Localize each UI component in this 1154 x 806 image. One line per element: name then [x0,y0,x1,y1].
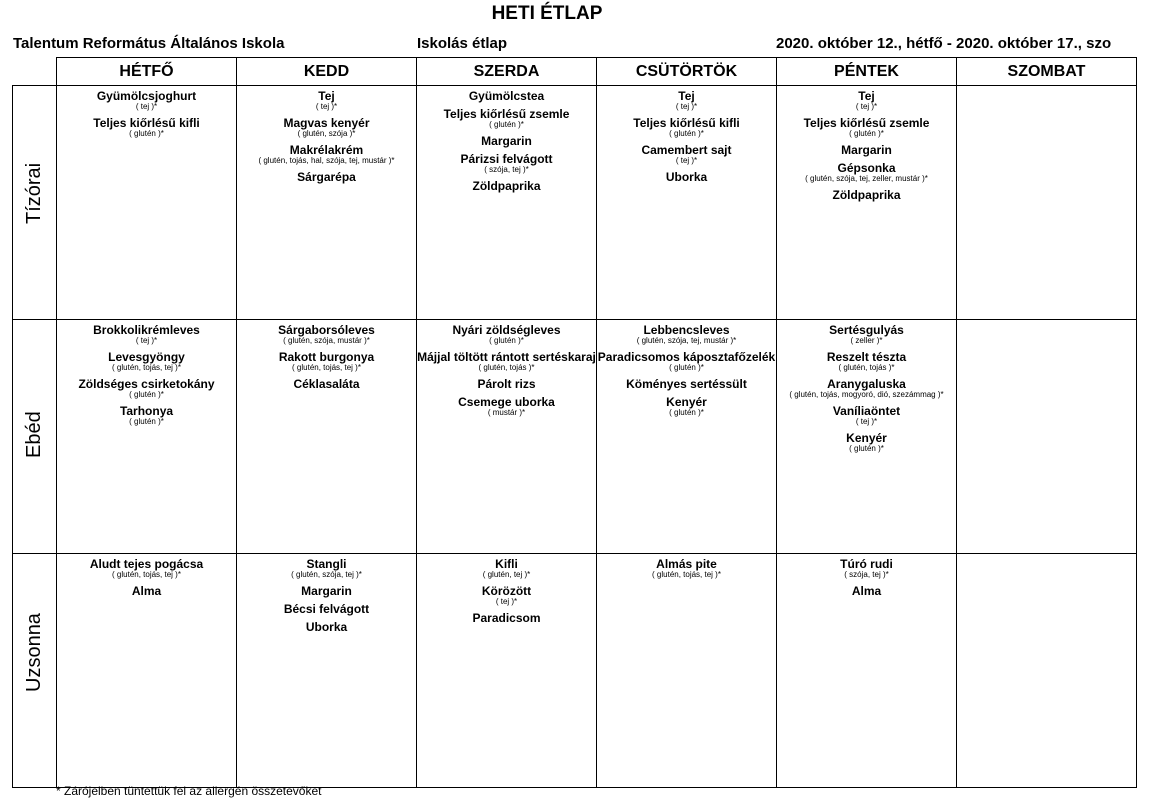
menu-item [597,558,776,579]
dish-name: Gépsonka [837,161,896,175]
dish-name: Sertésgulyás [829,323,904,337]
menu-item [417,153,596,174]
allergen-info: ( glutén, tojás, tej )* [112,363,181,372]
allergen-info: ( glutén )* [849,129,884,138]
dish-name: Teljes kiőrlésű kifli [93,116,200,130]
allergen-info: ( glutén )* [129,129,164,138]
allergen-info: ( glutén, tojás )* [838,363,895,372]
menu-cell-monday [57,86,237,320]
dish-name: Csemege uborka [458,395,555,409]
day-header-saturday: SZOMBAT [957,58,1137,86]
allergen-info: ( glutén, szója, mustár )* [283,336,370,345]
dish-name: Brokkolikrémleves [93,323,200,337]
menu-cell-saturday [957,320,1137,554]
menu-cell-friday [777,320,957,554]
menu-item [57,558,236,579]
menu-item [777,432,956,453]
dish-name: Gyümölcstea [468,89,545,103]
menu-item [237,171,416,183]
allergen-info: ( glutén )* [489,120,524,129]
dish-name: Köményes sertéssült [626,377,747,391]
dish-name: Aludt tejes pogácsa [89,557,204,571]
allergen-info: ( glutén, tojás, tej )* [292,363,361,372]
menu-item [777,378,956,399]
allergen-info: ( tej )* [855,417,878,426]
allergen-info: ( tej )* [675,156,698,165]
menu-item [417,558,596,579]
allergen-info: ( glutén )* [669,408,704,417]
menu-item [237,621,416,633]
menu-item [777,405,956,426]
allergen-info: ( tej )* [855,102,878,111]
dish-name: Uborka [665,170,708,184]
menu-item [597,144,776,165]
allergen-info: ( tej )* [135,336,158,345]
menu-item [417,90,596,102]
dish-name: Kifli [495,557,518,571]
dish-name: Zöldséges csirketokány [78,377,215,391]
dish-name: Almás pite [656,557,717,571]
allergen-info: ( mustár )* [487,408,526,417]
menu-item [777,351,956,372]
allergen-info: ( glutén, szója )* [297,129,356,138]
dish-name: Tej [858,89,875,103]
menu-item [237,558,416,579]
allergen-info: ( glutén, tej )* [482,570,531,579]
day-header-tuesday: KEDD [237,58,417,86]
dish-name: Párolt rizs [477,377,536,391]
dish-name: Uborka [305,620,348,634]
dish-name: Zöldpaprika [832,188,901,202]
menu-item [597,378,776,390]
dish-name: Kenyér [846,431,887,445]
menu-item [57,117,236,138]
menu-item [417,108,596,129]
dish-name: Körözött [481,584,532,598]
meal-row [13,86,1137,320]
dish-name: Margarin [841,143,892,157]
dish-name: Margarin [301,584,352,598]
menu-cell-tuesday [237,554,417,788]
allergen-info: ( glutén, tojás, mogyoró, dió, szezámmag )* [789,390,944,399]
allergen-info: ( glutén )* [669,363,704,372]
allergen-info: ( glutén, szója, tej, zeller, mustár )* [805,174,928,183]
menu-item [237,117,416,138]
menu-cell-tuesday [237,86,417,320]
dish-name: Bécsi felvágott [283,602,370,616]
dish-name: Stangli [306,557,347,571]
menu-cell-tuesday [237,320,417,554]
menu-item [597,351,776,372]
dish-name: Teljes kiőrlésű zsemle [803,116,930,130]
dish-name: Alma [131,584,162,598]
meal-label: Ebéd [23,411,45,458]
menu-item [597,324,776,345]
dish-name: Sárgarépa [297,170,356,184]
dish-name: Tej [318,89,335,103]
menu-item [777,144,956,156]
dish-name: Teljes kiőrlésű kifli [633,116,740,130]
dish-name: Túró rudi [840,557,893,571]
dish-name: Gyümölcsjoghurt [96,89,197,103]
dish-name: Lebbencsleves [643,323,730,337]
allergen-info: ( glutén )* [849,444,884,453]
menu-item [417,612,596,624]
dish-name: Zöldpaprika [472,179,541,193]
menu-item [417,585,596,606]
menu-item [417,324,596,345]
menu-item [777,117,956,138]
menu-cell-thursday [597,554,777,788]
meal-label-cell [13,86,57,320]
dish-name: Kenyér [666,395,707,409]
menu-item [777,189,956,201]
dish-name: Makrélakrém [289,143,364,157]
dish-name: Májjal töltött rántott sertéskaraj [417,350,596,364]
menu-item [417,378,596,390]
meal-label: Tízórai [23,162,45,224]
menu-item [237,603,416,615]
allergen-info: ( szója, tej )* [484,165,529,174]
dish-name: Teljes kiőrlésű zsemle [443,107,570,121]
menu-item [777,90,956,111]
allergen-info: ( glutén, szója, tej )* [291,570,362,579]
dish-name: Paradicsomos káposztafőzelék [597,350,776,364]
allergen-info: ( glutén )* [129,417,164,426]
day-header-row [13,58,1137,86]
menu-cell-thursday [597,86,777,320]
dish-name: Vaníliaöntet [832,404,901,418]
menu-item [777,558,956,579]
dish-name: Sárgaborsóleves [278,323,375,337]
day-header-monday: HÉTFŐ [57,58,237,86]
dish-name: Margarin [481,134,532,148]
allergen-info: ( szója, tej )* [844,570,889,579]
menu-cell-saturday [957,554,1137,788]
menu-item [417,396,596,417]
menu-item [57,90,236,111]
menu-cell-friday [777,86,957,320]
menu-item [417,135,596,147]
dish-name: Tej [678,89,695,103]
dish-name: Alma [851,584,882,598]
dish-name: Camembert sajt [641,143,732,157]
menu-item [597,171,776,183]
menu-type: Iskolás étlap [417,35,508,52]
menu-item [237,585,416,597]
dish-name: Párizsi felvágott [460,152,553,166]
menu-item [597,117,776,138]
day-header-wednesday: SZERDA [417,58,597,86]
meal-row [13,320,1137,554]
allergen-info: ( glutén, tojás, tej )* [652,570,721,579]
allergen-info: ( tej )* [315,102,338,111]
dish-name: Reszelt tészta [826,350,907,364]
meal-row [13,554,1137,788]
dish-name: Tarhonya [119,404,174,418]
dish-name: Céklasaláta [293,377,360,391]
menu-item [777,585,956,597]
day-header-thursday: CSÜTÖRTÖK [597,58,777,86]
menu-item [57,405,236,426]
allergen-info: ( tej )* [495,597,518,606]
menu-cell-saturday [957,86,1137,320]
menu-item [597,90,776,111]
page-title: HETI ÉTLAP [491,3,603,24]
menu-item [237,378,416,390]
allergen-footnote: * Zárójelben tüntettük fel az allergén összetevőket [56,784,322,798]
dish-name: Paradicsom [472,611,541,625]
menu-table [12,57,1137,788]
meal-label-cell [13,554,57,788]
allergen-info: ( tej )* [675,102,698,111]
menu-item [597,396,776,417]
allergen-info: ( glutén )* [129,390,164,399]
meal-label-cell [13,320,57,554]
menu-cell-monday [57,320,237,554]
allergen-info: ( glutén )* [489,336,524,345]
dish-name: Aranygaluska [827,377,906,391]
menu-item [417,180,596,192]
allergen-info: ( tej )* [135,102,158,111]
menu-item [777,162,956,183]
menu-cell-wednesday [417,554,597,788]
menu-item [237,351,416,372]
menu-item [777,324,956,345]
menu-item [57,351,236,372]
school-name: Talentum Református Általános Iskola [13,35,285,52]
menu-cell-wednesday [417,320,597,554]
menu-cell-monday [57,554,237,788]
allergen-info: ( glutén, tojás, hal, szója, tej, mustár )* [258,156,395,165]
menu-item [237,324,416,345]
menu-cell-wednesday [417,86,597,320]
meal-label: Uzsonna [23,613,45,692]
allergen-info: ( glutén, tojás )* [478,363,535,372]
menu-item [57,585,236,597]
allergen-info: ( glutén, szója, tej, mustár )* [636,336,737,345]
dish-name: Magvas kenyér [283,116,370,130]
dish-name: Levesgyöngy [108,350,185,364]
allergen-info: ( glutén, tojás, tej )* [112,570,181,579]
date-range: 2020. október 12., hétfő - 2020. október 17., szo [776,35,1112,52]
menu-item [57,378,236,399]
menu-item [57,324,236,345]
table-corner [13,58,57,86]
menu-cell-friday [777,554,957,788]
allergen-info: ( zeller )* [850,336,883,345]
menu-item [417,351,596,372]
menu-item [237,90,416,111]
menu-cell-thursday [597,320,777,554]
dish-name: Nyári zöldségleves [452,323,561,337]
dish-name: Rakott burgonya [278,350,375,364]
menu-item [237,144,416,165]
allergen-info: ( glutén )* [669,129,704,138]
day-header-friday: PÉNTEK [777,58,957,86]
